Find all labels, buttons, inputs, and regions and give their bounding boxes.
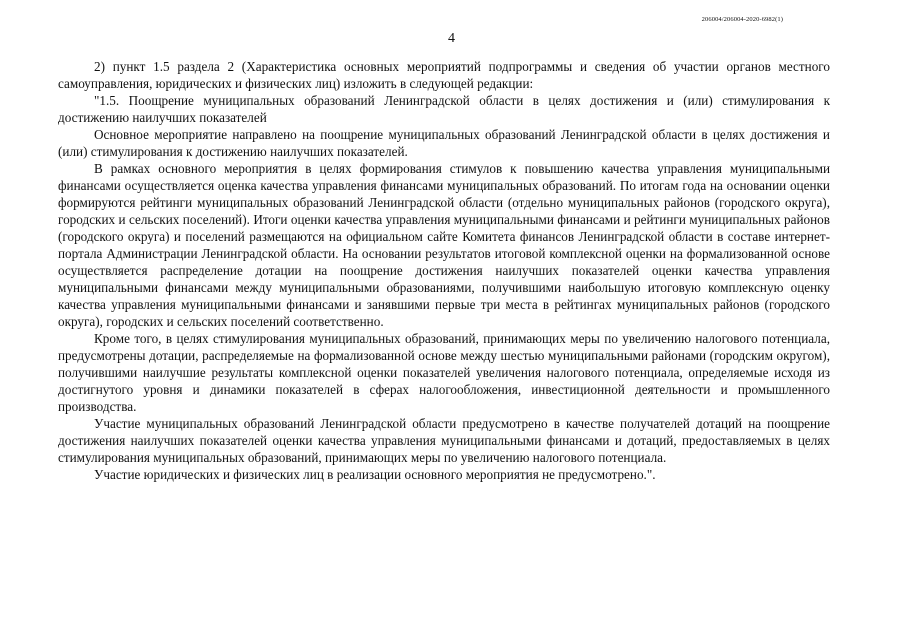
paragraph-tax-potential: Кроме того, в целях стимулирования муниципальных образований, принимающих меры по увеличению налогового потенциала, предусмотрены дотации, распределяемые на формализованной основе между шестью муниципальными районами (городским округом), получившими наилучшие результаты комплексной оценки показателей увеличения налогового потенциала, определяемые исходя из достигнутого уровня и динамики показателей в сферах налогообложения, инвестиционной деятельности и промышленного производства.: [58, 331, 830, 414]
paragraph-section-title: "1.5. Поощрение муниципальных образований Ленинградской области в целях достижения и (или) стимулирования к достижению наилучших показателей: [58, 93, 830, 125]
paragraph-assessment: В рамках основного мероприятия в целях формирования стимулов к повышению качества управления муниципальными финансами осуществляется оценка качества управления финансами муниципальных образований. По итогам года на основании оценки формируются рейтинги муниципальных образований Ленинградской области (отдельно муниципальных районов (городского округа), городских и сельских поселений). Итоги оценки качества управления муниципальными финансами и рейтинги муниципальных районов (городского округа) и поселений размещаются на официальном сайте Комитета финансов Ленинградской области в составе интернет-портала Администрации Ленинградской области. На основании результатов итоговой комплексной оценки на формализованной основе осуществляется распределение дотации на поощрение достижения наилучших показателей оценки качества управления муниципальными финансами между муниципальными образованиями, получившими наибольшую итоговую комплексную оценку качества управления муниципальными финансами и занявшими первые три места в рейтингах муниципальных районов (городского округа), городских и сельских поселений соответственно.: [58, 161, 830, 329]
document-body: [58, 58, 830, 483]
paragraph-main-activity: Основное мероприятие направлено на поощрение муниципальных образований Ленинградской области в целях достижения и (или) стимулирования к достижению наилучших показателей.: [58, 127, 830, 159]
paragraph-item-2: 2) пункт 1.5 раздела 2 (Характеристика основных мероприятий подпрограммы и сведения об участии органов местного самоуправления, юридических и физических лиц) изложить в следующей редакции:: [58, 59, 830, 91]
paragraph-participation: Участие муниципальных образований Ленинградской области предусмотрено в качестве получателей дотаций на поощрение достижения наилучших показателей оценки качества управления муниципальными финансами и дотаций, предоставляемых в целях стимулирования муниципальных образований, принимающих меры по увеличению налогового потенциала.: [58, 416, 830, 465]
paragraph-legal-entities: Участие юридических и физических лиц в реализации основного мероприятия не предусмотрено.".: [94, 467, 656, 482]
document-id: 206004/206004-2020-6982(1): [701, 16, 783, 23]
page-number: 4: [448, 31, 455, 46]
